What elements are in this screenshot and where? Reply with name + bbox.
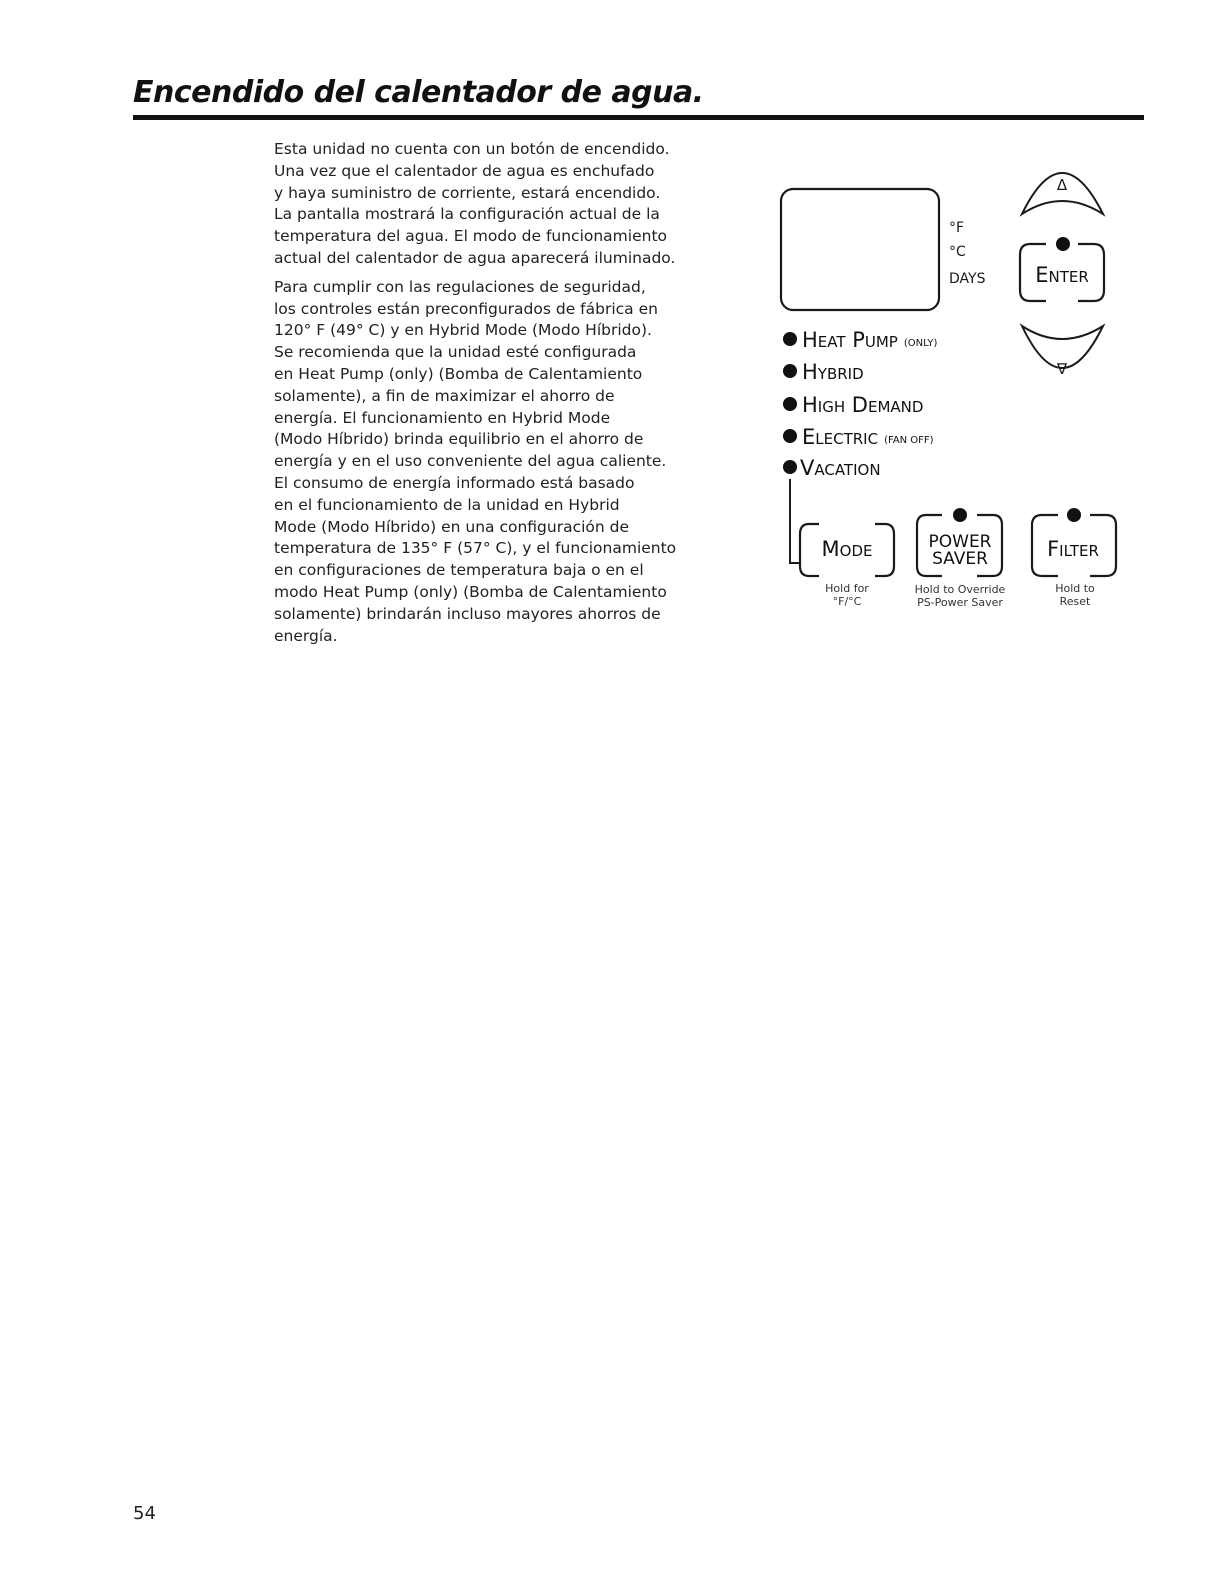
paragraph-line: El consumo de energía informado está basado (274, 473, 635, 492)
paragraph-line: temperatura de 135° F (57° C), y el funcionamiento (274, 539, 677, 558)
filter-button-label: Filter (1047, 537, 1099, 561)
temperature-display (781, 189, 939, 310)
indicator-dot-icon (783, 397, 797, 411)
mode-heat-pump-note: (only) (903, 338, 938, 349)
mode-electric-label: Electric (802, 425, 879, 449)
paragraph-line: Mode (Modo Híbrido) en una configuración de (274, 517, 630, 536)
power-saver-label-line2: SAVER (932, 549, 988, 569)
enter-label: Enter (1035, 263, 1089, 287)
control-panel-diagram (0, 0, 1224, 660)
power-saver-indicator-dot-icon (953, 508, 967, 522)
paragraph-line: actual del calentador de agua aparecerá iluminado. (274, 248, 676, 267)
up-triangle-icon: Δ (1056, 176, 1068, 194)
paragraph-line: en Heat Pump (only) (Bomba de Calentamiento (274, 364, 643, 383)
indicator-dot-icon (783, 364, 797, 378)
power-saver-hint-line1: Hold to Override (914, 583, 1006, 596)
mode-heat-pump (802, 328, 937, 352)
page-title: Encendido del calentador de agua. (133, 75, 704, 110)
mode-indicator-list (783, 328, 937, 480)
mode-button-label: Mode (821, 537, 873, 561)
paragraph-line: 120° F (49° C) y en Hybrid Mode (Modo Híbrido). (274, 321, 652, 340)
paragraph-line: en configuraciones de temperatura baja o en el (274, 561, 644, 580)
indicator-dot-icon (783, 429, 797, 443)
mode-high-demand: High Demand (802, 393, 924, 417)
mode-button[interactable] (800, 524, 894, 608)
paragraph-line: los controles están preconfigurados de fábrica en (274, 299, 658, 318)
paragraph-line: en el funcionamiento de la unidad en Hybrid (274, 495, 620, 514)
paragraph-line: La pantalla mostrará la configuración actual de la (274, 205, 660, 224)
paragraph-line: energía. El funcionamiento en Hybrid Mode (274, 408, 611, 427)
power-saver-button[interactable] (915, 508, 1006, 609)
unit-fahrenheit: °F (949, 220, 965, 236)
paragraph-line: solamente) brindarán incluso mayores ahorros de (274, 604, 661, 623)
filter-hint-line1: Hold to (1055, 582, 1095, 595)
paragraph-line: modo Heat Pump (only) (Bomba de Calentamiento (274, 582, 667, 601)
paragraph-line: energía. (274, 626, 338, 645)
mode-leader-line (790, 479, 800, 563)
unit-days: DAYS (949, 271, 986, 287)
mode-hint-line2: °F/°C (832, 595, 862, 608)
mode-hint-line1: Hold for (825, 582, 869, 595)
paragraph-line: energía y en el uso conveniente del agua caliente. (274, 452, 667, 471)
paragraph-line: Para cumplir con las regulaciones de seguridad, (274, 277, 646, 296)
down-triangle-icon: ∇ (1056, 360, 1068, 378)
paragraph-line: y haya suministro de corriente, estará encendido. (274, 183, 661, 202)
enter-button[interactable] (1020, 237, 1104, 301)
filter-hint-line2: Reset (1059, 595, 1091, 608)
mode-heat-pump-label: Heat Pump (802, 328, 898, 352)
mode-electric-note: (fan off) (884, 435, 934, 446)
mode-electric (802, 425, 934, 449)
paragraph-line: Una vez que el calentador de agua es enchufado (274, 161, 655, 180)
mode-bracket-right (875, 524, 894, 576)
mode-bracket-left (800, 524, 819, 576)
paragraph-line: (Modo Híbrido) brinda equilibrio en el ahorro de (274, 430, 644, 449)
paragraph-line: solamente), a fin de maximizar el ahorro de (274, 386, 615, 405)
filter-indicator-dot-icon (1067, 508, 1081, 522)
mode-vacation: Vacation (800, 456, 881, 480)
mode-hybrid: Hybrid (802, 360, 864, 384)
up-arrow-button[interactable] (1022, 173, 1103, 214)
paragraph-line: Esta unidad no cuenta con un botón de encendido. (274, 140, 670, 158)
indicator-dot-icon (783, 460, 797, 474)
paragraph-line: temperatura del agua. El modo de funcionamiento (274, 227, 668, 246)
indicator-dot-icon (783, 332, 797, 346)
power-saver-hint-line2: PS-Power Saver (917, 596, 1003, 609)
down-arrow-button[interactable] (1022, 326, 1103, 378)
paragraph-line: Se recomienda que la unidad esté configurada (274, 343, 637, 362)
filter-button[interactable] (1032, 508, 1116, 608)
enter-indicator-dot-icon (1056, 237, 1070, 251)
page-number: 54 (133, 1503, 156, 1524)
power-saver-label-line1: POWER (928, 532, 992, 552)
unit-celsius: °C (949, 244, 966, 260)
